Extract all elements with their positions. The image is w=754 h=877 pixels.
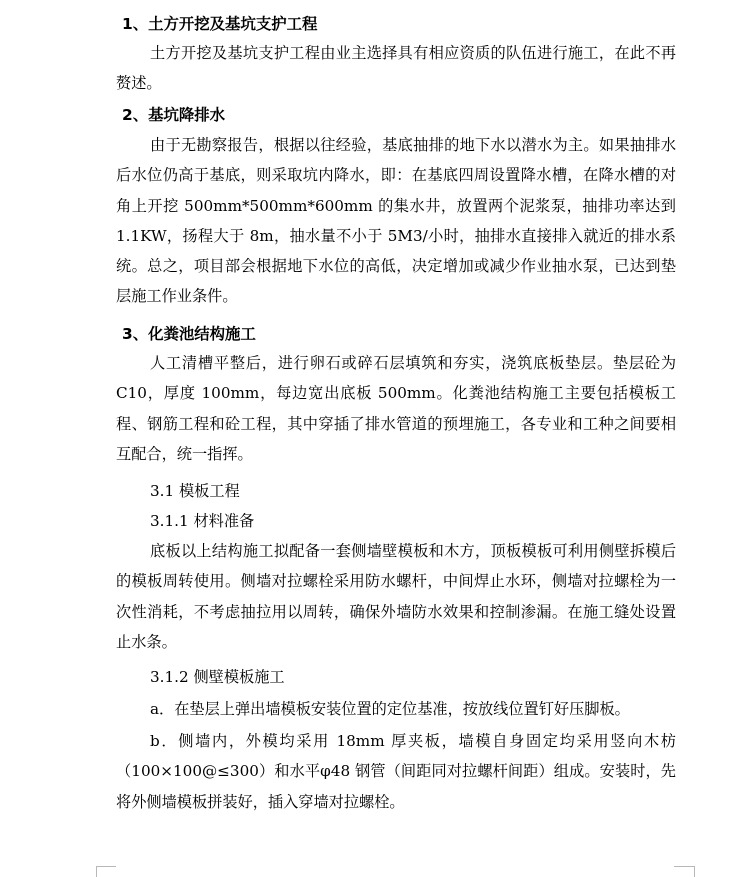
page-corner-mark-right-vertical — [694, 866, 695, 877]
section-1-heading: 1、土方开挖及基坑支护工程 — [122, 15, 318, 33]
subsection-3-1-1-heading: 3.1.1 材料准备 — [150, 512, 255, 530]
section-2-paragraph: 由于无勘察报告，根据以往经验，基底抽排的地下水以潜水为主。如果抽排水后水位仍高于基底，则采取坑内降水，即：在基底四周设置降水槽，在降水槽的对角上开挖 500mm*500mm*600mm 的集水井，放置两个泥浆泵，抽排功率达到 1.1KW，扬程大于 8m，抽水量不小于 5M3/小时，抽排水直接排入就近的排水系统。总之，项目部会根据地下水位的高低，决定增加或减少作业抽水泵，已达到垫层施工作业条件。 — [116, 136, 676, 306]
subsection-3-1-heading: 3.1 模板工程 — [150, 482, 240, 500]
page-corner-mark-left-vertical — [96, 866, 97, 877]
subsection-3-1-1-paragraph: 底板以上结构施工拟配备一套侧墙壁模板和木方，顶板模板可利用侧壁拆模后的模板周转使用。侧墙对拉螺栓采用防水螺杆，中间焊止水环，侧墙对拉螺栓为一次性消耗，不考虑抽拉用以周转，确保外墙防水效果和控制渗漏。在施工缝处设置止水条。 — [116, 542, 676, 651]
section-3-paragraph: 人工清槽平整后，进行卵石或碎石层填筑和夯实，浇筑底板垫层。垫层砼为 C10，厚度 100mm，每边宽出底板 500mm。化粪池结构施工主要包括模板工程、钢筋工程和砼工程，其中穿插了排水管道的预埋施工，各专业和工种之间要相互配合，统一指挥。 — [116, 354, 676, 463]
section-3-heading: 3、化粪池结构施工 — [122, 325, 256, 343]
page-corner-mark-right-horizontal — [674, 866, 694, 867]
section-1-paragraph: 土方开挖及基坑支护工程由业主选择具有相应资质的队伍进行施工，在此不再赘述。 — [116, 44, 676, 93]
section-2-heading: 2、基坑降排水 — [122, 106, 226, 124]
subsection-3-1-2-heading: 3.1.2 侧壁模板施工 — [150, 668, 285, 686]
page-corner-mark-left-horizontal — [96, 866, 116, 867]
list-item-b: b．侧墙内，外模均采用 18mm 厚夹板，墙模自身固定均采用竖向木枋（100×100@≤300）和水平φ48 钢管（间距同对拉螺杆间距）组成。安装时，先将外侧墙模板拼装好，插入穿墙对拉螺栓。 — [116, 732, 676, 811]
list-item-a: a．在垫层上弹出墙模板安装位置的定位基准，按放线位置钉好压脚板。 — [150, 700, 630, 718]
